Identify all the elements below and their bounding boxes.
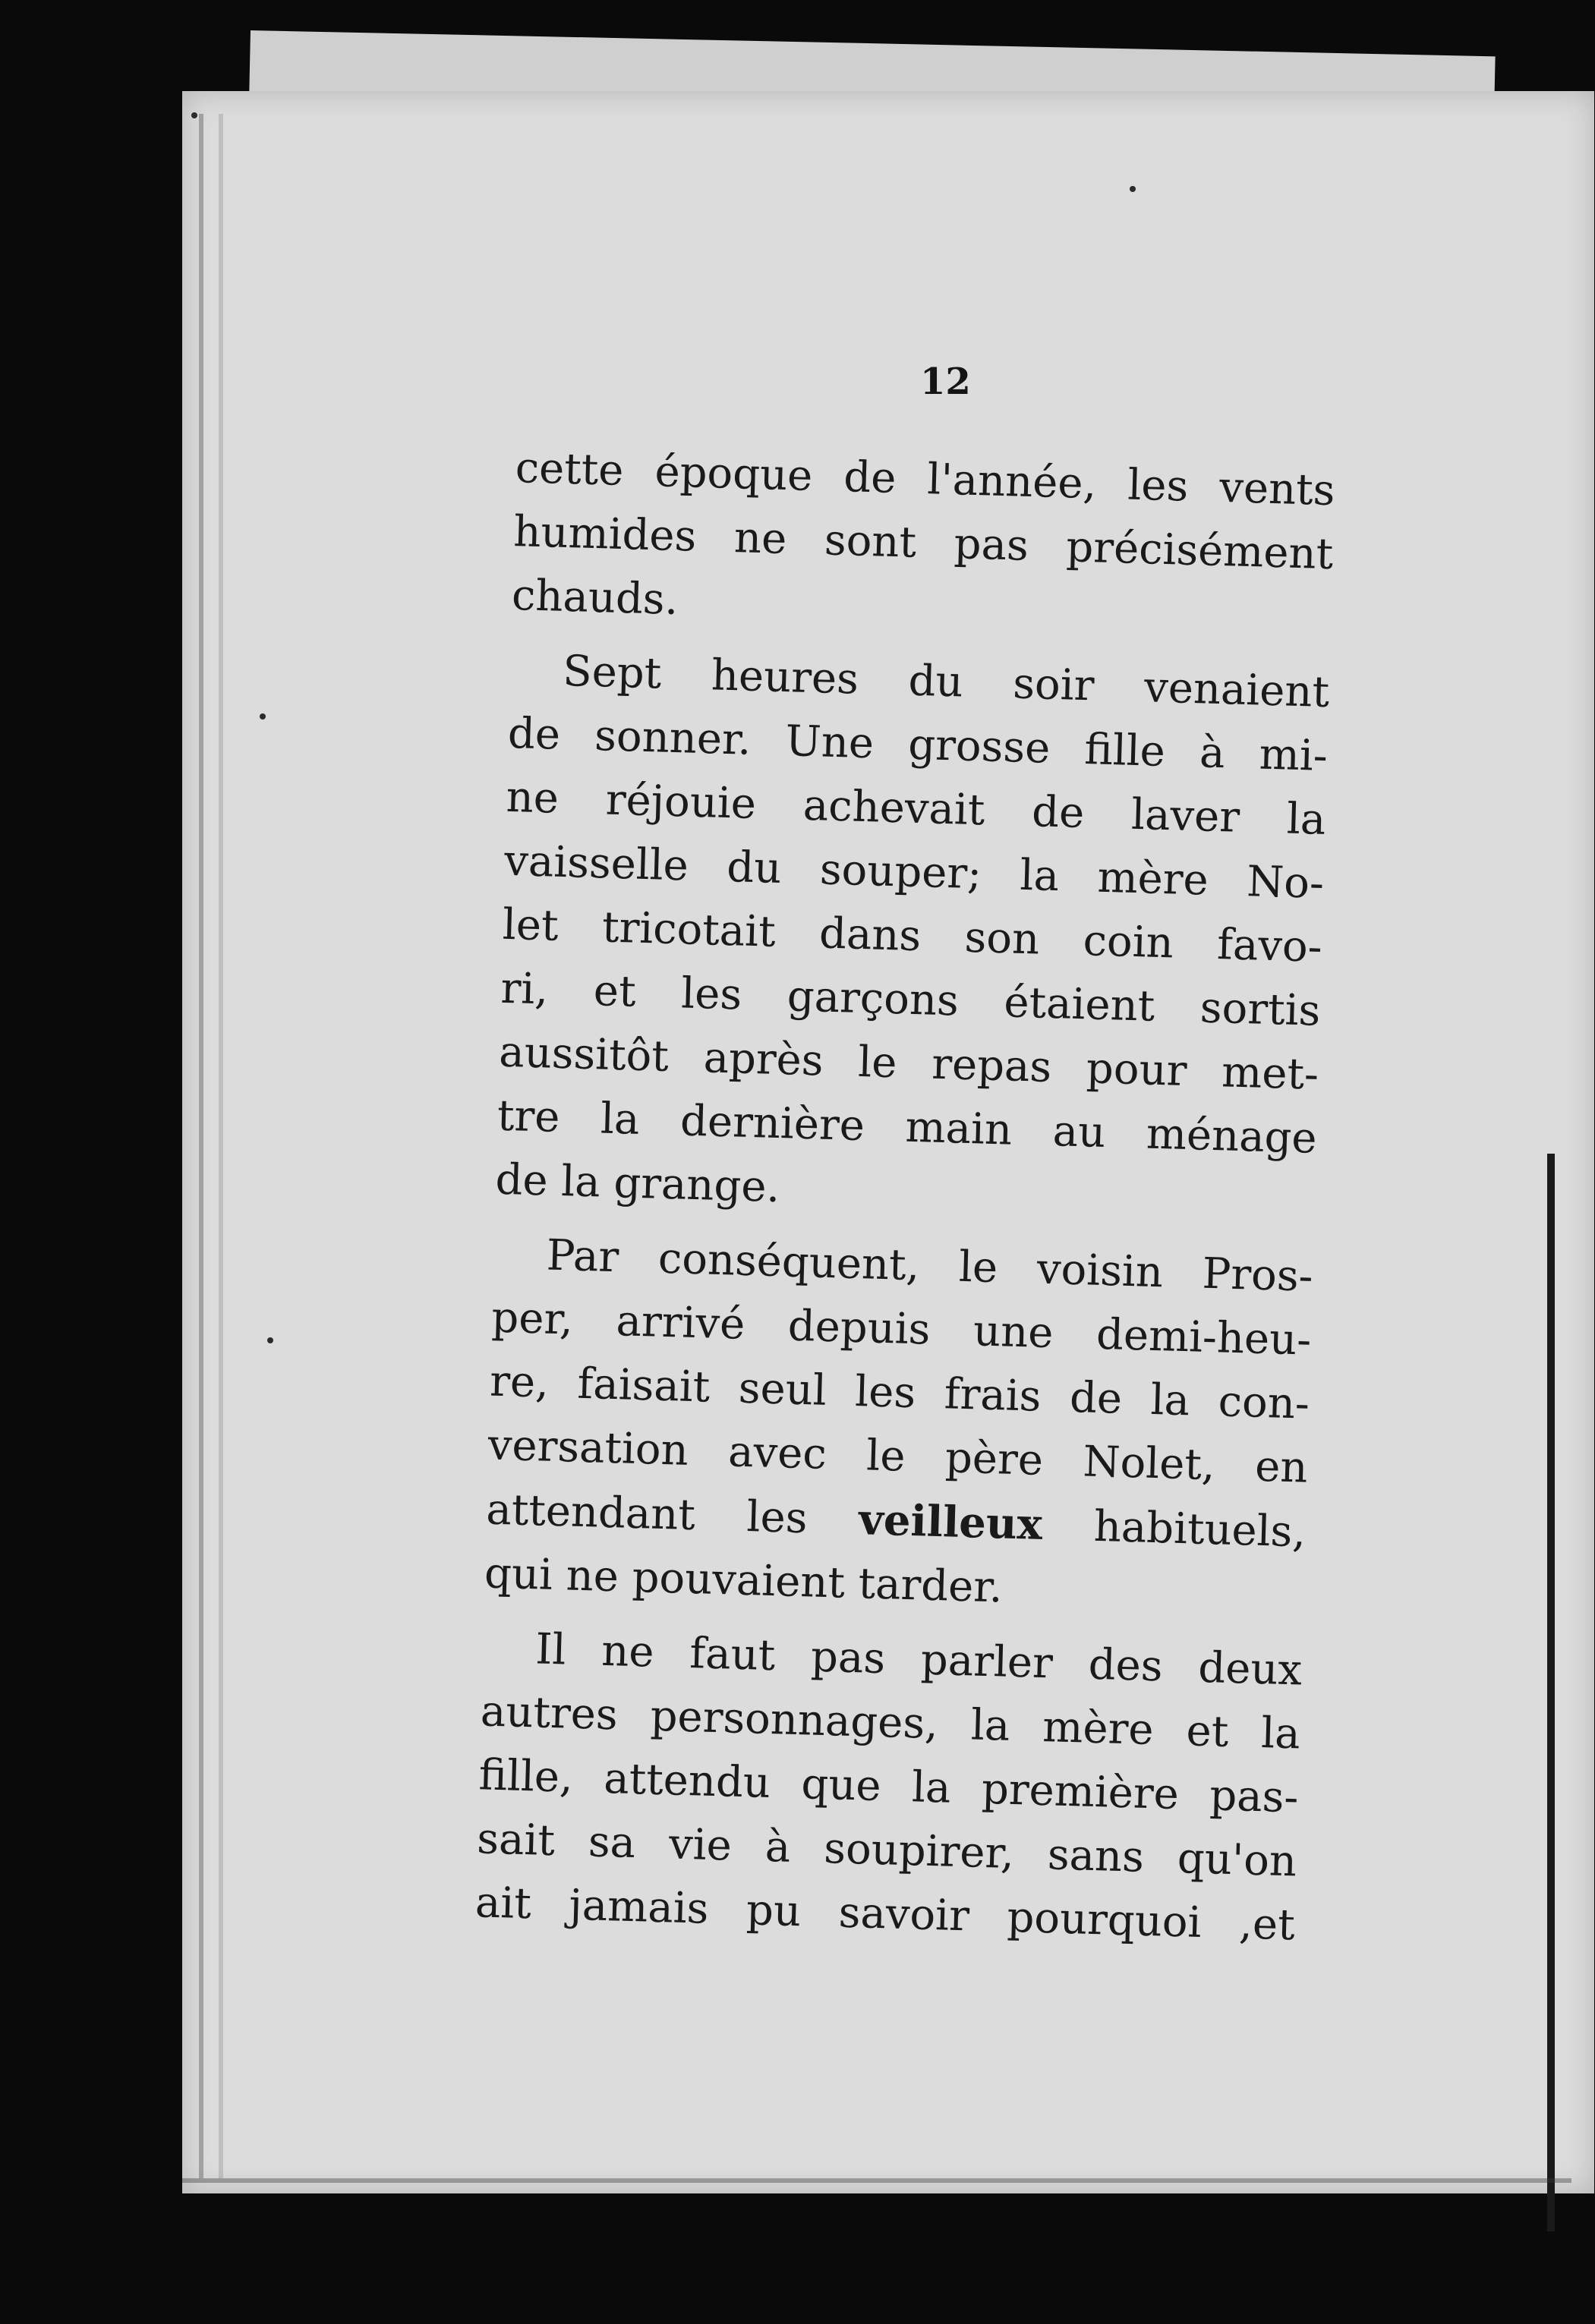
text-line: ne réjouie achevait de laver la	[505, 772, 1327, 845]
text-line: de la grange.	[494, 1154, 781, 1213]
text-line: de sonner. Une grosse fille à mi-	[507, 708, 1329, 781]
text-line: versation avec le père Nolet, en	[487, 1420, 1309, 1493]
dust-speck	[267, 1337, 273, 1343]
page-edge-line	[199, 114, 203, 2178]
text-line: Par conséquent, le voisin Pros-	[545, 1230, 1314, 1302]
text-segment: attendant les	[485, 1485, 860, 1545]
text-line: autres personnages, la mère et la	[480, 1686, 1301, 1759]
text-line: humides ne sont pas précisément	[512, 506, 1334, 580]
text-line: chauds.	[511, 570, 679, 625]
paragraph	[494, 638, 1330, 1235]
text-line: fille, attendu que la première pas-	[478, 1750, 1300, 1823]
text-line: cette époque de l'année, les vents	[514, 442, 1336, 516]
text-line: per, arrivé depuis une demi-heu-	[490, 1293, 1313, 1365]
text-line: re, faisait seul les frais de la con-	[489, 1356, 1310, 1429]
dust-speck	[1130, 186, 1136, 192]
text-line: sait sa vie à soupirer, sans qu'on	[476, 1814, 1297, 1887]
text-line: aussitôt après le repas pour met-	[498, 1027, 1319, 1100]
text-line: Sept heures du soir venaient	[562, 646, 1330, 718]
text-segment: habituels,	[1042, 1500, 1307, 1557]
text-line: vaisselle du souper; la mère No-	[503, 836, 1325, 909]
paragraph	[484, 1223, 1314, 1629]
text-line: let tricotait dans son coin favo-	[502, 899, 1323, 972]
text-line: tre la dernière main au ménage	[496, 1091, 1318, 1164]
page-edge-line	[219, 114, 223, 2178]
body-text	[474, 436, 1336, 1957]
dust-speck	[260, 713, 266, 720]
text-line: ait jamais pu savoir pourquoi ,et	[474, 1878, 1296, 1951]
text-line: ri, et les garçons étaient sortis	[500, 963, 1322, 1036]
text-line: qui ne pouvaient tarder.	[484, 1548, 1004, 1613]
dust-speck	[191, 112, 197, 118]
paragraph	[474, 1616, 1303, 1957]
page-number: 12	[920, 361, 971, 403]
page-edge-bottom	[182, 2178, 1571, 2183]
bold-word: veilleux	[858, 1494, 1043, 1550]
text-line: Il ne faut pas parler des deux	[534, 1624, 1303, 1696]
paragraph	[511, 436, 1336, 650]
page-edge-right	[1547, 1154, 1555, 2231]
